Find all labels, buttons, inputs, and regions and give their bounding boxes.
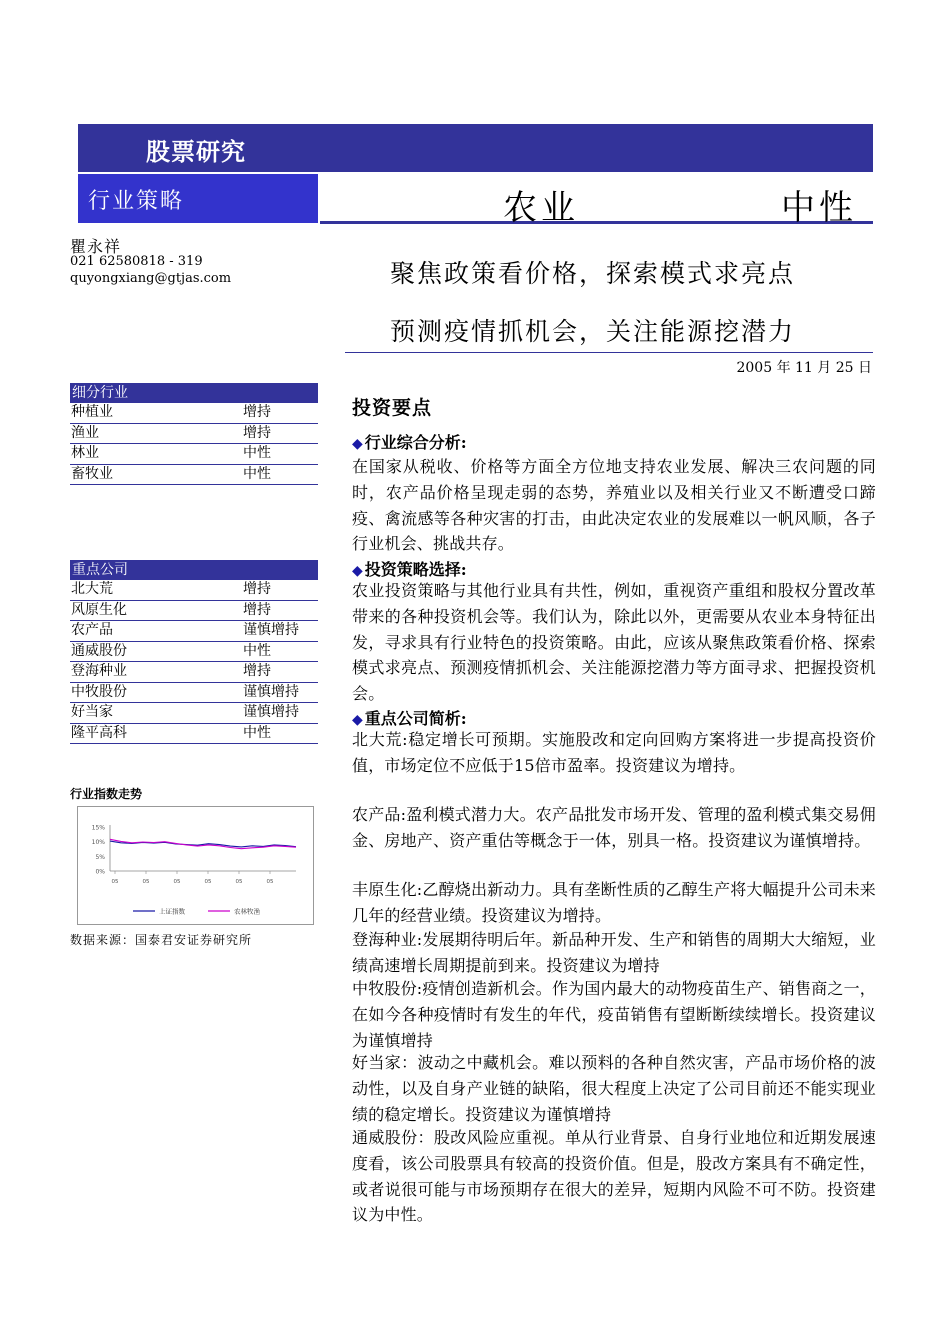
headline-rule [345, 352, 873, 353]
industry-name: 渔业 [71, 424, 99, 441]
report-date: 2005 年 11 月 25 日 [736, 360, 872, 376]
industry-name: 林业 [71, 445, 99, 461]
company-name: 风原生化 [71, 601, 127, 618]
industry-rating: 增持 [243, 404, 271, 420]
company-rating: 增持 [243, 601, 271, 618]
table-header: 重点公司 [70, 560, 318, 580]
paragraph-company-hdj: 好当家：波动之中藏机会。难以预料的各种自然灾害，产品市场价格的波动性，以及自身产业链的缺陷，很大程度上决定了公司目前还不能实现业绩的稳定增长。投资建议为谨慎增持 [352, 1053, 876, 1124]
author-email[interactable]: quyongxiang@gtjas.com [70, 271, 232, 286]
x-tick-label: 05 [235, 879, 243, 885]
key-companies-table [70, 560, 318, 744]
y-tick-label: 0% [95, 868, 105, 876]
company-rating: 增持 [243, 581, 271, 597]
table-row [70, 465, 318, 486]
company-rating: 谨慎增持 [243, 704, 299, 720]
company-name: 登海种业 [71, 663, 127, 679]
paragraph-company-twgf: 通威股份：股改风险应重视。单从行业背景、自身行业地位和近期发展速度看，该公司股票具有较高的投资价值。但是，股改方案具有不确定性，或者说很可能与市场预期存在很大的差异，短期内风险不可不防。投资建议为中性。 [352, 1128, 876, 1225]
headline-line-2: 预测疫情抓机会，关注能源挖潜力 [390, 317, 796, 346]
category-label: 行业策略 [88, 189, 185, 214]
table-row [70, 403, 318, 424]
table-header: 细分行业 [70, 383, 318, 403]
paragraph-company-bdh: 北大荒:稳定增长可预期。实施股改和定向回购方案将进一步提高投资价值，市场定位不应低于15倍市盈率。投资建议为增持。 [352, 730, 876, 775]
table-row [70, 444, 318, 465]
diamond-bullet-icon: ◆ [352, 712, 363, 728]
header-band [78, 124, 873, 172]
legend-label: 农林牧渔 [234, 907, 260, 916]
table-row [70, 662, 318, 683]
index-chart-svg [78, 807, 313, 924]
company-rating: 谨慎增持 [243, 622, 299, 638]
company-rating: 中性 [243, 724, 271, 741]
paragraph-company-ncp: 农产品:盈利模式潜力大。农产品批发市场开发、管理的盈利模式集交易佣金、房地产、资产重估等概念于一体，别具一格。投资建议为谨慎增持。 [352, 805, 876, 850]
paragraph-strategy: 农业投资策略与其他行业具有共性，例如，重视资产重组和股权分置改革带来的各种投资机会等。我们认为，除此以外，更需要从农业本身特征出发，寻求具有行业特色的投资策略。由此，应该从聚焦政策看价格、探索模式求亮点、预测疫情抓机会、关注能源挖潜力等方面寻求、把握投资机会。 [352, 581, 876, 704]
y-tick-label: 15% [91, 824, 105, 832]
sub-industry-table [70, 383, 318, 485]
table-row [70, 580, 318, 601]
y-tick-label: 5% [95, 853, 105, 861]
category-band [78, 174, 318, 223]
industry-rating: 增持 [243, 424, 271, 441]
subheading-text: 重点公司简析: [364, 709, 467, 728]
data-source: 数据来源：国泰君安证券研究所 [70, 933, 253, 947]
company-name: 通威股份 [71, 642, 127, 659]
subheading-industry-analysis [352, 430, 467, 453]
subheading-companies [352, 706, 467, 729]
table-row [70, 703, 318, 724]
paragraph-industry-analysis: 在国家从税收、价格等方面全方位地支持农业发展、解决三农问题的同时，农产品价格呈现走弱的态势，养殖业以及相关行业又不断遭受口蹄疫、禽流感等各种灾害的打击，由此决定农业的发展难以一帆风顺，各子行业机会、挑战共存。 [352, 457, 876, 554]
diamond-bullet-icon: ◆ [352, 563, 363, 579]
table-row [70, 642, 318, 663]
subheading-text: 投资策略选择: [364, 560, 467, 579]
paragraph-company-dhzy: 登海种业:发展期待明后年。新品种开发、生产和销售的周期大大缩短，业绩高速增长周期提前到来。投资建议为增持 [352, 930, 876, 975]
paragraph-company-fysh: 丰原生化:乙醇烧出新动力。具有垄断性质的乙醇生产将大幅提升公司未来几年的经营业绩。投资建议为增持。 [352, 880, 876, 925]
chart-title: 行业指数走势 [70, 787, 143, 801]
sector-rating: 中性 [781, 188, 857, 228]
company-rating: 中性 [243, 642, 271, 659]
industry-name: 畜牧业 [71, 465, 113, 482]
company-rating: 增持 [243, 663, 271, 679]
band-title: 股票研究 [146, 137, 246, 166]
company-name: 隆平高科 [71, 724, 127, 741]
index-chart [77, 806, 314, 925]
table-row [70, 621, 318, 642]
sector-name: 农业 [503, 188, 579, 228]
x-tick-label: 05 [111, 879, 119, 885]
x-tick-label: 05 [204, 879, 212, 885]
subheading-text: 行业综合分析: [364, 433, 467, 452]
table-row [70, 724, 318, 745]
company-name: 好当家 [71, 704, 113, 720]
table-row [70, 424, 318, 445]
section-title: 投资要点 [352, 397, 433, 419]
industry-name: 种植业 [71, 404, 113, 420]
headline-line-1: 聚焦政策看价格，探索模式求亮点 [390, 259, 796, 288]
legend-label: 上证指数 [159, 907, 185, 916]
x-tick-label: 05 [142, 879, 150, 885]
table-row [70, 601, 318, 622]
industry-rating: 中性 [243, 445, 271, 461]
company-rating: 谨慎增持 [243, 683, 299, 700]
company-name: 农产品 [71, 622, 113, 638]
industry-rating: 中性 [243, 465, 271, 482]
x-tick-label: 05 [173, 879, 181, 885]
table-row [70, 683, 318, 704]
diamond-bullet-icon: ◆ [352, 436, 363, 452]
x-tick-label: 05 [266, 879, 274, 885]
subheading-strategy [352, 557, 467, 580]
paragraph-company-zmgf: 中牧股份:疫情创造新机会。作为国内最大的动物疫苗生产、销售商之一，在如今各种疫情时有发生的年代，疫苗销售有望断断续续增长。投资建议为谨慎增持 [352, 979, 876, 1050]
company-name: 北大荒 [71, 581, 113, 597]
author-phone: 021 62580818 - 319 [70, 254, 203, 269]
y-tick-label: 10% [91, 839, 105, 847]
company-name: 中牧股份 [71, 683, 127, 700]
author-name: 瞿永祥 [70, 237, 122, 256]
